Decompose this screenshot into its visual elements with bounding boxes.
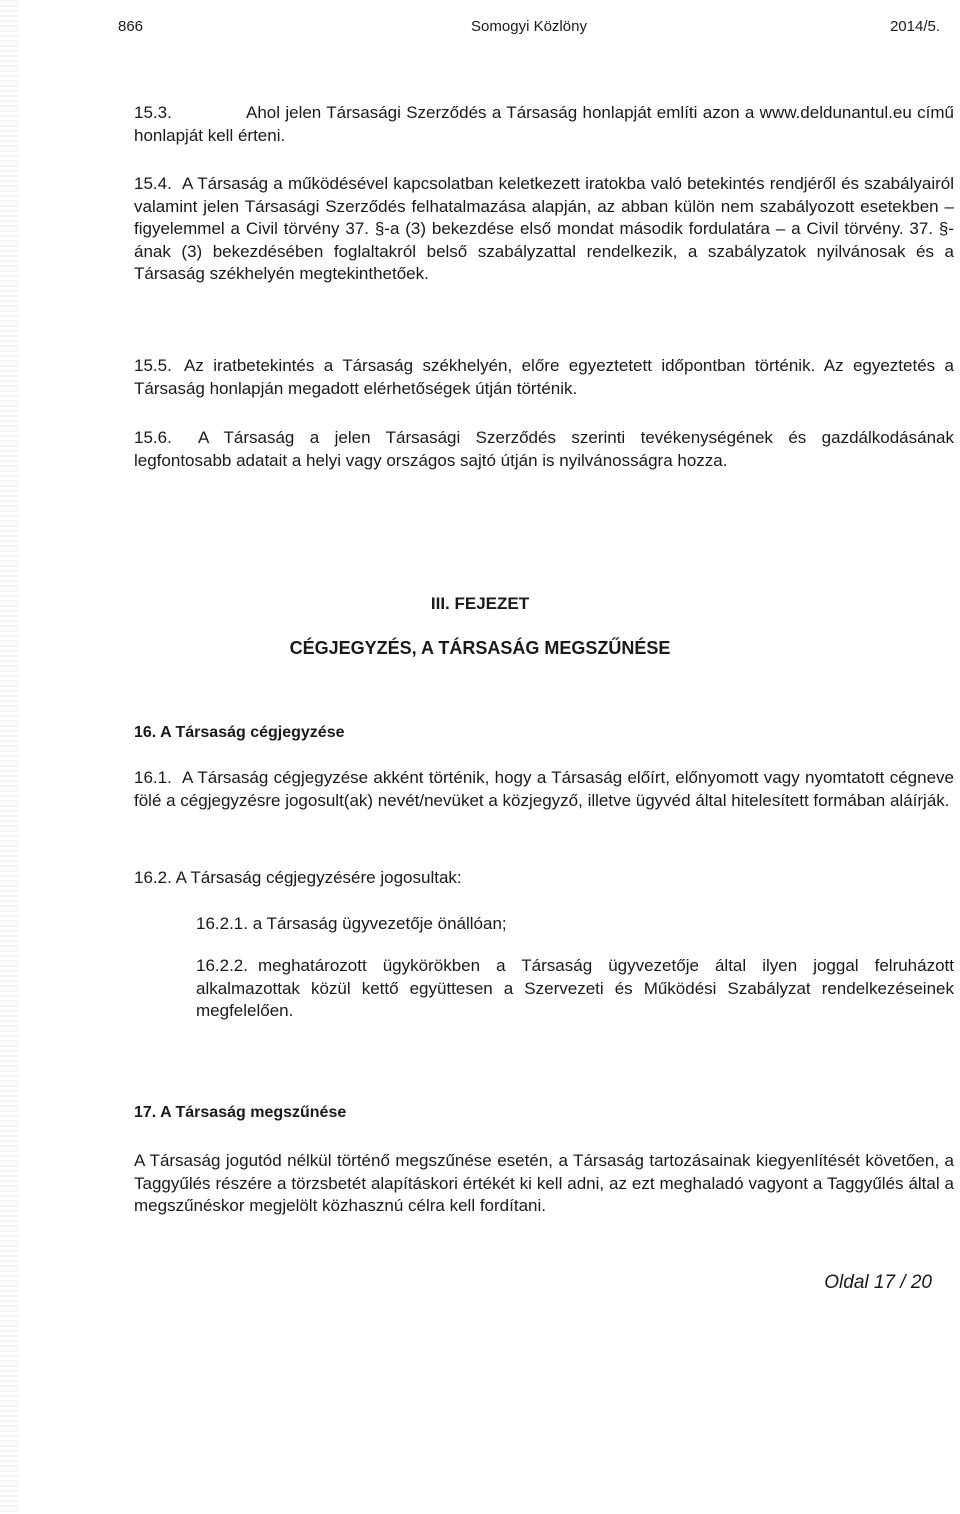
paragraph-17: A Társaság jogutód nélkül történő megszűnése esetén, a Társaság tartozásainak kiegyenlítését követően, a Taggyűlés részére a törzsbetét alapításkori értékét ki kell adni, az ezt meghaladó vagyont a Taggyűlés által a megszűnéskor megjelölt közhasznú célra kell fordítani. (134, 1151, 954, 1215)
chapter-number: III. FEJEZET (430, 594, 530, 613)
page-footer: Oldal 17 / 20 (824, 1272, 932, 1293)
paragraph-text (196, 955, 954, 1023)
paragraph-15-5 (134, 355, 954, 400)
paragraph-text (134, 427, 954, 472)
paragraph-16-2-1: 16.2.1. a Társaság ügyvezetője önállóan; (196, 914, 507, 933)
paragraph-15-4 (134, 173, 954, 286)
section-16-heading: 16. A Társaság cégjegyzése (134, 724, 345, 741)
paragraph-number: 15.3. (134, 103, 172, 122)
chapter-title: CÉGJEGYZÉS, A TÁRSASÁG MEGSZŰNÉSE (289, 638, 671, 658)
paragraph-16-1-text: A Társaság cégjegyzése akként történik, hogy a Társaság előírt, előnyomott vagy nyomtatott cégneve fölé a cégjegyzésre jogosult(ak) nevét/nevüket a közjegyző, illetve ügyvéd által hitelesített formában aláírják. (134, 768, 954, 810)
issue-number: 2014/5. (889, 18, 940, 35)
paragraph-15-6-text: A Társaság a jelen Társasági Szerződés szerinti tevékenységének és gazdálkodásának legfontosabb adatait a helyi vagy országos sajtó útján is nyilvánosságra hozza. (134, 428, 954, 470)
paragraph-16-2-2 (196, 955, 954, 1023)
paragraph-16-2: 16.2. A Társaság cégjegyzésére jogosultak: (134, 868, 462, 887)
section-17-heading: 17. A Társaság megszűnése (134, 1104, 347, 1121)
paragraph-number: 15.6. (134, 428, 172, 447)
paragraph-16-2-2-text: meghatározott ügykörökben a Társaság ügyvezetője által ilyen joggal felruházott alkalmazottak közül kettő együttesen a Szervezeti és Működési Szabályzat rendelkezéseinek megfelelően. (196, 956, 954, 1020)
paragraph-15-4-text: A Társaság a működésével kapcsolatban keletkezett iratokba való betekintés rendjéről és szabályairól valamint jelen Társasági Szerződés felhatalmazása alapján, az abban külön nem szabályozott esetekben – figyelemmel a Civil törvény 37. §-a (3) bekezdése első mondat második fordulatára – a Civil törvény. 37. §-ának (3) bekezdésében foglaltakról belső szabályzattal rendelkezik, a szabályzatok nyilvánosak és a Társaság székhelyén megtekinthetőek. (134, 174, 954, 283)
paragraph-text (134, 102, 954, 147)
paragraph-number: 16.1. (134, 768, 172, 787)
paragraph-15-3 (134, 102, 954, 147)
paragraph-number: 15.4. (134, 174, 172, 193)
publication-title: Somogyi Közlöny (471, 18, 587, 35)
scan-edge (0, 0, 18, 1514)
paragraph-number: 15.5. (134, 356, 172, 375)
paragraph-15-3-text: Ahol jelen Társasági Szerződés a Társaság honlapját említi azon a www.deldunantul.eu című honlapját kell érteni. (134, 103, 954, 145)
paragraph-15-5-text: Az iratbetekintés a Társaság székhelyén, előre egyeztetett időpontban történik. Az egyeztetés a Társaság honlapján megadott elérhetőségek útján történik. (134, 356, 954, 398)
page-header (118, 18, 940, 38)
paragraph-16-1 (134, 767, 954, 812)
paragraph-number: 16.2.2. (196, 956, 248, 975)
paragraph-15-6 (134, 427, 954, 472)
paragraph-text (134, 173, 954, 286)
paragraph-text (134, 767, 954, 812)
page-number: 866 (118, 18, 144, 35)
paragraph-text (134, 355, 954, 400)
